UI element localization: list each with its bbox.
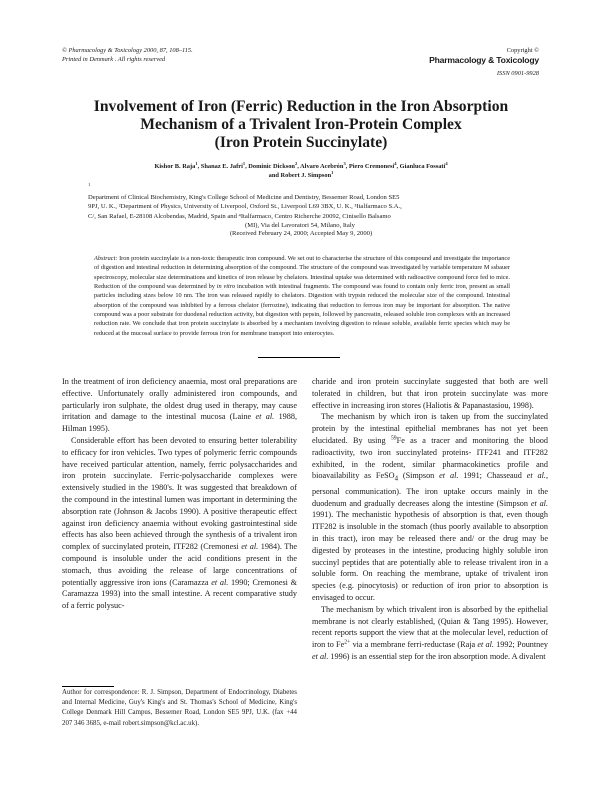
body-column-left <box>62 376 297 612</box>
italic-run: et al. <box>477 640 494 650</box>
author-affil-mark: 1 <box>331 169 334 175</box>
paragraph <box>312 604 548 663</box>
author-name: , Piero Cremonesi <box>345 163 395 170</box>
italic-run: et al. <box>312 651 329 661</box>
italic-run: et al. <box>241 542 259 552</box>
text-run: 1990; Cremonesi & Caramazza 1993) into the small intestine. A recent comparative study of a ferric polysuc- <box>62 577 298 611</box>
text-run: , personal communication). The iron uptake occurs mainly in the duodenum and gradually decreases along the intestine (Simpson <box>312 471 548 508</box>
text-run: 1992; Pountney <box>496 640 548 650</box>
italic-run: et al. <box>439 471 459 481</box>
superscript: 2+ <box>344 639 351 646</box>
affiliation-line: (MI), Via del Lavoratori 54, Milano, Italy <box>245 222 355 229</box>
journal-citation <box>62 46 193 64</box>
title-line-2: Mechanism of a Trivalent Iron-Protein Complex <box>140 116 462 133</box>
article-title <box>62 98 540 152</box>
text-run: via a membrane ferri-reductase (Raja <box>352 640 476 650</box>
abstract <box>94 254 510 338</box>
issn-text: ISSN 0901-9928 <box>496 70 539 77</box>
affiliations <box>88 183 512 231</box>
body-column-right <box>312 376 548 663</box>
citation-line: © Pharmacology & Toxicology 2000, 87, 108–115. <box>62 47 193 54</box>
author-affil-mark: 4 <box>394 160 397 166</box>
author-affil-mark: 3 <box>343 160 346 166</box>
italic-run: et al. <box>530 498 549 508</box>
text-run: 1984). The compound is insoluble under the acid conditions present in the stomach, thus avoiding the release of large concentrations of potentially aggressive iron ions (Caramazza <box>62 542 298 587</box>
copyright-text: Copyright © <box>506 47 539 54</box>
author-affil-mark: 1 <box>242 160 246 166</box>
italic-run: et al. <box>255 412 275 422</box>
print-line: Printed in Denmark . All rights reserved <box>62 56 166 63</box>
author-name: , Gianluca Fossati <box>396 163 446 170</box>
text-run: Considerable effort has been devoted to ensuring better tolerability to efficacy for iron vehicles. Two types of polymeric ferric compounds have received particular attention, namely, ferric polysaccharides and iron protein succinylate. Ferric-polysaccharide complexes were extensively studied in the 1980's. It was suggested that breakdown of the compound in the intestinal lumen was important in determining the absorption rate (Johnson & Jacobs 1990). A positive therapeutic effect against iron deficiency anaemia without evoking gastrointestinal side effects has also been achieved through the synthesis of a trivalent iron complex of succinylated protein, ITF282 (Cremonesi <box>62 435 297 552</box>
text-run: The mechanism by which iron is taken up from the succinylated protein by the intestinal epithelial membranes has not yet been elucidated. By using <box>312 412 548 445</box>
received-dates: (Received February 24, 2000; Accepted May 9, 2000) <box>229 230 373 237</box>
title-line-3: (Iron Protein Succinylate) <box>214 134 388 151</box>
text-run: The mechanism by which trivalent iron is absorbed by the epithelial membrane is not clearly established, (Quian & Tang 1995). However, recent reports support the view that at the molecular level, reduction of iron to Fe <box>312 604 548 650</box>
abstract-text: Iron protein succinylate is a non-toxic therapeutic iron compound. We set out to characterise the structure of this compound and investigate the importance of digestion and intestinal reduction in determining absorption of the compound. The structure of the compound was investigated by variable temperature M ssbauer spectroscopy, molecular size determinations and kinetics of iron release by chelators. Intestinal uptake was determined with radioactive compound force fed to mice. Reduction of the compound was determined by <box>94 255 510 291</box>
paragraph <box>62 435 297 612</box>
superscript: 59 <box>390 435 397 442</box>
paragraph <box>62 376 297 435</box>
author-name: Kishor B. Raja <box>154 163 196 170</box>
italic-run: et al. <box>526 471 546 481</box>
author-affil-mark: 1 <box>195 160 198 166</box>
author-name: and Robert J. Simpson <box>268 172 332 179</box>
paragraph: charide and iron protein succinylate suggested that both are well tolerated in children, but that iron protein succinylate was more effective in increasing iron stores (Haliotis & Papanastasiou, 1998). <box>312 377 548 410</box>
text-run: 1991). The mechanistic hypothesis of absorption is that, even though ITF282 is insoluble in the stomach (thus poorly available to absorption in this tract), iron may be released there and/ or the drug may be digested by proteases in the intestine, producing highly soluble iron succinyl peptides that are potentially able to release trivalent iron in a soluble form. On reaching the membrane, uptake of trivalent iron species (e.g. pinocytosis) or reduction of iron prior to absorption is envisaged to occur. <box>312 510 548 602</box>
subscript: 4 <box>394 476 398 484</box>
affiliation-line: 9PJ, U. K., ²Department of Physics, University of Liverpool, Oxford St., Liverpool L69 3BX, U. K., ³Italfarmaco S.A., <box>88 203 402 210</box>
author-name: , Shanaz E. Jafri <box>197 163 243 170</box>
author-name: , Dominic Dickson <box>245 163 295 170</box>
journal-masthead <box>429 46 539 78</box>
affil-mark: 1 <box>88 181 91 187</box>
paragraph <box>312 411 548 603</box>
abstract-italic: in vitro <box>216 283 236 291</box>
text-run: In the treatment of iron deficiency anaemia, most oral preparations are effective. Unfortunately orally administered iron compounds, and particularly iron sulphate, the oldest drug used in therapy, may cause irritation and damage to the intestinal mucosa (Laine <box>62 377 297 422</box>
author-affil-mark: 2 <box>294 160 298 166</box>
correspondence-footnote: Author for correspondence: R. J. Simpson, Department of Endocrinology, Diabetes and Internal Medicine, Guy's King's and St. Thomas's School of Medicine, King's College Denmark Hill Campus, Bessemer Road, London SE5 9PJ, U.K. (fax +44 207 346 3685, e-mail robert.simpson@kcl.ac.uk). <box>62 689 297 727</box>
text-run: 1996) is an essential step for the iron absorption mode. A divalent <box>330 651 546 661</box>
italic-run: et al. <box>211 577 229 587</box>
affiliation-line <box>88 183 512 202</box>
title-line-1: Involvement of Iron (Ferric) Reduction in the Iron Absorption <box>93 98 509 115</box>
affiliation-line: C/, San Rafael, E-28108 Alcobendas, Madrid, Spain and ⁴Italfarmaco, Centro Richerche 20092, Cinisello Balsamo <box>88 212 391 220</box>
abstract-label: Abstract: <box>94 255 118 262</box>
text-run: (Simpson <box>402 471 435 481</box>
author-list <box>72 162 530 180</box>
text-run: Fe as a tracer and monitoring the blood radioactivity, two iron succinylated proteins- ITF241 and ITF282 exhibited, in the rodent, similar pharmacokinetics profile and bioavailability as FeSO <box>312 435 548 481</box>
affil-text: Department of Clinical Biochemistry, King's College School of Medicine and Dentistry, Bessemer Road, London SE5 <box>88 193 400 201</box>
section-divider <box>258 357 340 358</box>
author-affil-mark: 4 <box>445 160 448 166</box>
text-run: 1988, Hilman 1995). <box>62 412 297 434</box>
author-name: , Alvaro Acebrón <box>297 163 344 170</box>
journal-logo: Pharmacology & Toxicology <box>429 55 539 65</box>
text-run: 1991; Chasseaud <box>463 471 522 481</box>
abstract-text: incubation with intestinal fragments. The compound was found to contain only ferric iron, present as small particles including sizes below 10 nm. The iron was released rapidly to chelators. Digestion with trypsin reduced the molecular size of the compound. Intestinal absorption of the compound was inhibited by a ferrous chelator (ferrozine), indicating that reduction to ferrous iron may be important for absorption. The native compound was a poor substrate for duodenal reduction activity, but digestion with pepsin, followed by pancreatin, released soluble iron complexes with an increased reduction rate. We conclude that iron protein succinylate is absorbed by a mechanism involving digestion to release soluble, available ferric species which may be reduced at the mucosal surface to provide ferrous iron for membrane transport into enterocytes. <box>94 283 510 337</box>
footnote-divider <box>62 686 114 687</box>
